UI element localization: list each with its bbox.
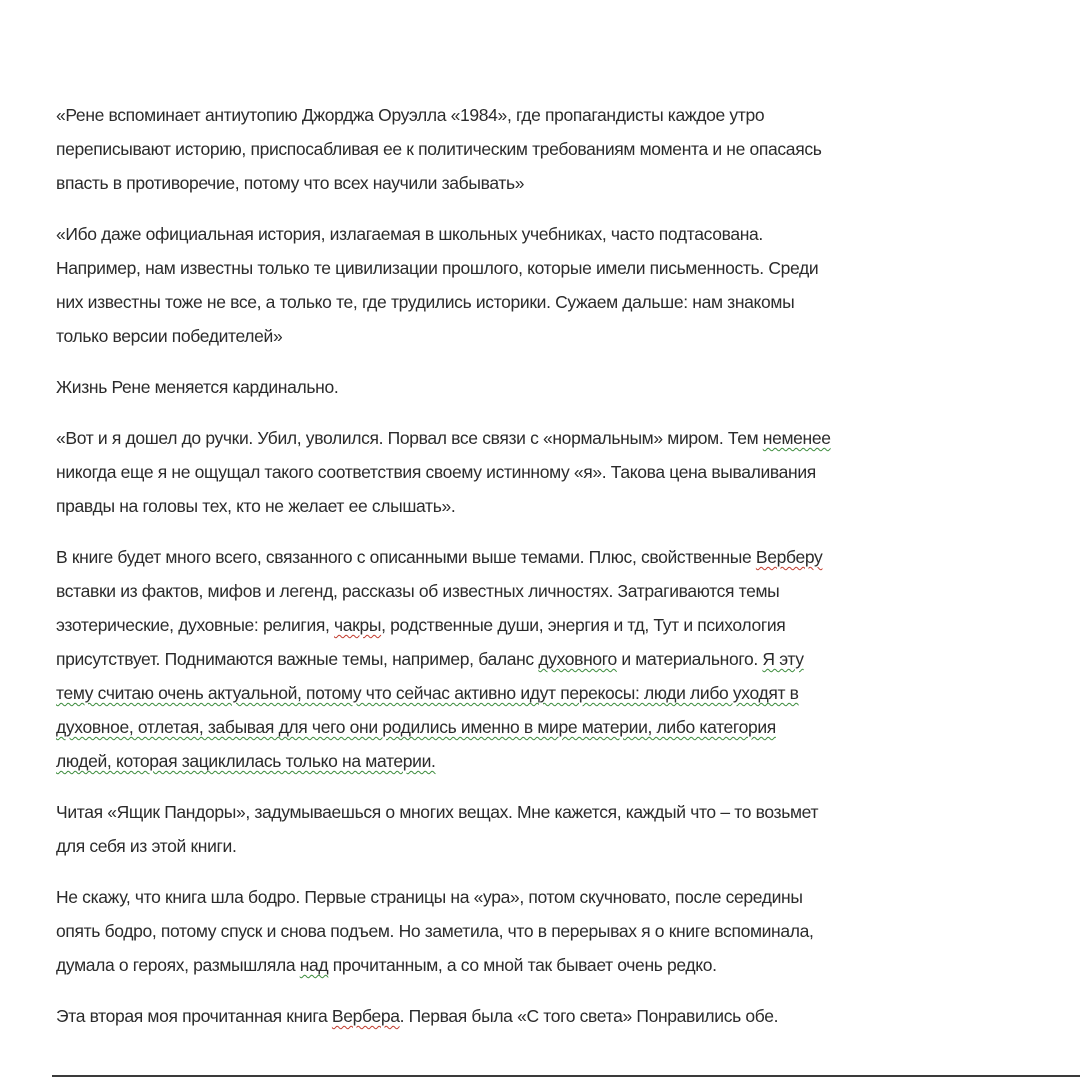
spellcheck-flagged-word[interactable]: чакры — [334, 615, 382, 635]
quote-paragraph-history — [56, 217, 1080, 353]
text-line: них известны тоже не все, а только те, где трудились историки. Сужаем дальше: нам знакомы — [56, 292, 795, 312]
text-line: Например, нам известны только те цивилизации прошлого, которые имели письменность. Среди — [56, 258, 819, 278]
paragraph-book-themes — [56, 540, 1080, 778]
text-line — [56, 642, 1080, 676]
text-run: эзотерические, духовные: религия, — [56, 615, 335, 635]
document-page — [56, 98, 1080, 1050]
text-run: присутствует. Поднимаются важные темы, например, баланс — [56, 649, 539, 669]
paragraph-life-changes — [56, 370, 1080, 404]
text-run: . Первая была «С того света» Понравились обе. — [399, 1006, 779, 1026]
spellcheck-flagged-word[interactable]: Вербера — [331, 1006, 400, 1026]
grammar-flagged-word[interactable]: над — [299, 955, 329, 975]
page-bottom-divider — [52, 1075, 1080, 1077]
text-line: только версии победителей» — [56, 326, 283, 346]
text-line — [56, 540, 1080, 574]
text-run: , родственные души, энергия и тд, Тут и психология — [381, 615, 786, 635]
text-line: Читая «Ящик Пандоры», задумываешься о многих вещах. Мне кажется, каждый что – то возьмет — [56, 802, 819, 822]
text-run: и материального. — [616, 649, 763, 669]
text-line: Жизнь Рене меняется кардинально. — [56, 377, 339, 397]
grammar-flagged-text[interactable]: Я эту — [762, 649, 804, 669]
spellcheck-flagged-word[interactable]: Верберу — [755, 547, 823, 567]
text-line — [56, 421, 1080, 455]
text-line: переписывают историю, приспосабливая ее к политическим требованиям момента и не опасаясь — [56, 139, 822, 159]
text-line: никогда еще я не ощущал такого соответствия своему истинному «я». Такова цена вываливания — [56, 462, 816, 482]
grammar-flagged-line[interactable]: духовное, отлетая, забывая для чего они родились именно в мире материи, либо категория — [56, 717, 776, 737]
text-line — [56, 608, 1080, 642]
text-run: Эта вторая моя прочитанная книга — [56, 1006, 332, 1026]
text-line: «Рене вспоминает антиутопию Джорджа Оруэлла «1984», где пропагандисты каждое утро — [56, 105, 765, 125]
text-run: В книге будет много всего, связанного с описанными выше темами. Плюс, свойственные — [56, 547, 756, 567]
text-line: «Ибо даже официальная история, излагаемая в школьных учебниках, часто подтасована. — [56, 224, 763, 244]
grammar-flagged-word[interactable]: духовного — [538, 649, 617, 669]
quote-paragraph-1984 — [56, 98, 1080, 200]
grammar-flagged-text[interactable]: людей, которая зациклилась только на материи. — [56, 751, 436, 771]
text-line — [56, 948, 1080, 982]
text-run: думала о героях, размышляла — [56, 955, 300, 975]
text-line: опять бодро, потому спуск и снова подъем. Но заметила, что в перерывах я о книге вспоминала, — [56, 921, 814, 941]
paragraph-reading-pace — [56, 880, 1080, 982]
text-line: Не скажу, что книга шла бодро. Первые страницы на «ура», потом скучновато, после середины — [56, 887, 803, 907]
text-run: «Вот и я дошел до ручки. Убил, уволился. Порвал все связи с «нормальным» миром. Тем — [56, 428, 763, 448]
text-line: вставки из фактов, мифов и легенд, рассказы об известных личностях. Затрагиваются темы — [56, 581, 780, 601]
quote-paragraph-truth — [56, 421, 1080, 523]
text-run: прочитанным, а со мной так бывает очень редко. — [328, 955, 717, 975]
paragraph-second-book — [56, 999, 1080, 1033]
text-line: правды на головы тех, кто не желает ее слышать». — [56, 496, 456, 516]
grammar-flagged-line[interactable]: тему считаю очень актуальной, потому что сейчас активно идут перекосы: люди либо уходят в — [56, 683, 799, 703]
text-line — [56, 744, 1080, 778]
paragraph-pandora-box — [56, 795, 1080, 863]
text-line: впасть в противоречие, потому что всех научили забывать» — [56, 173, 525, 193]
spellcheck-flagged-word[interactable]: неменее — [762, 428, 831, 448]
text-line — [56, 999, 1080, 1033]
text-line: для себя из этой книги. — [56, 836, 237, 856]
